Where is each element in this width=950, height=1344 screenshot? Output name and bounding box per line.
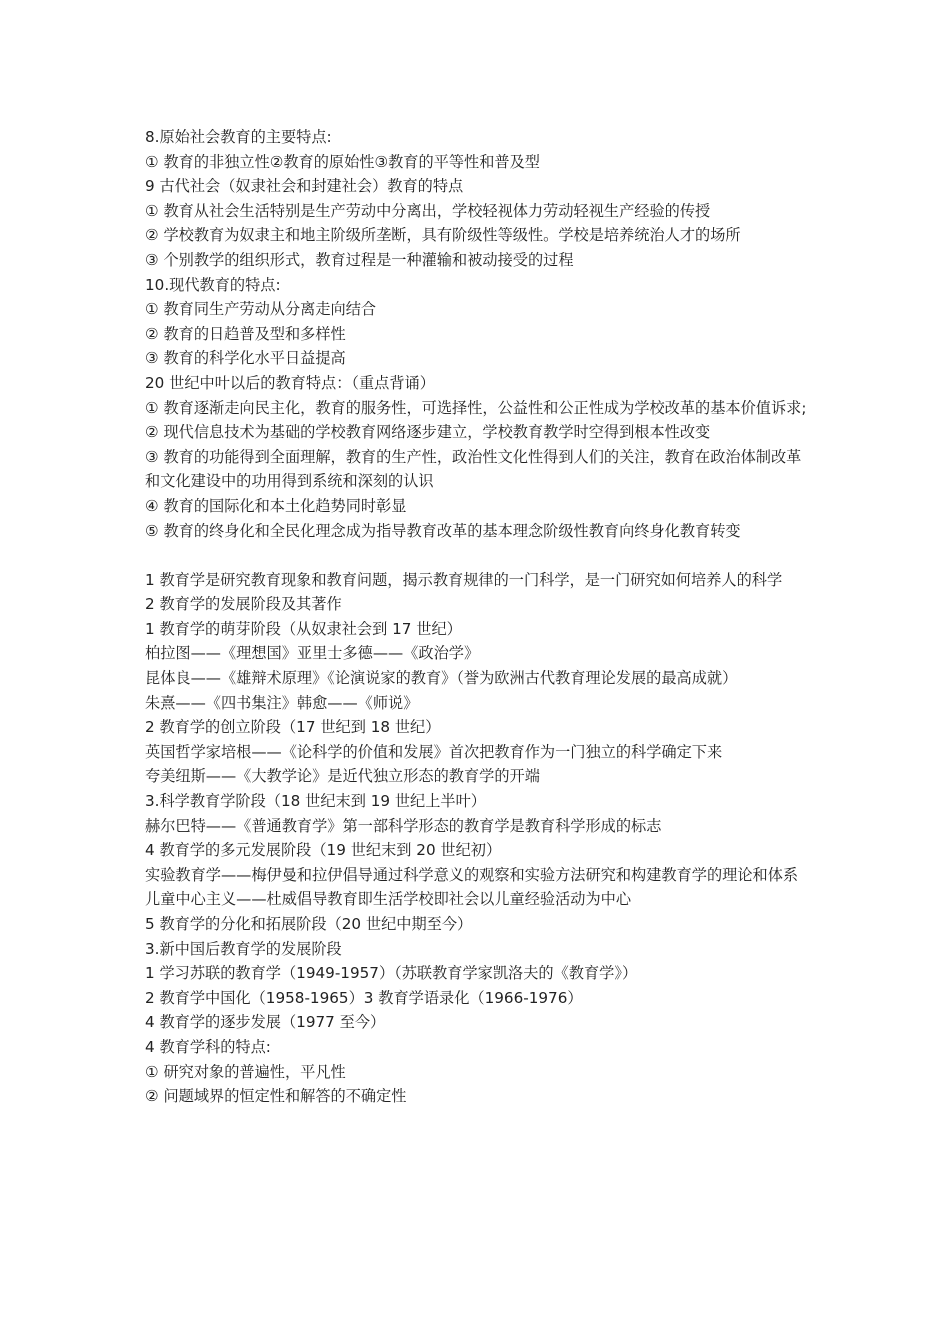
text-line: ① 教育同生产劳动从分离走向结合	[145, 300, 377, 319]
text-line: ① 教育从社会生活特别是生产劳动中分离出，学校轻视体力劳动轻视生产经验的传授	[145, 201, 711, 220]
definition-paragraph: 1 教育学是研究教育现象和教育问题，揭示教育规律的一门科学，是一门研究如何培养人的科学	[145, 570, 783, 589]
text-line: ③ 个别教学的组织形式，教育过程是一种灌输和被动接受的过程	[145, 250, 574, 269]
text-paragraph: ① 教育逐渐走向民主化，教育的服务性，可选择性，公益性和公正性成为学校改革的基本价值诉求;	[145, 398, 807, 417]
text-line: 4 教育学的逐步发展（1977 至今）	[145, 1013, 386, 1032]
text-line: 5 教育学的分化和拓展阶段（20 世纪中期至今）	[145, 915, 473, 933]
text-paragraph: 昆体良——《雄辩术原理》《论演说家的教育》（誉为欧洲古代教育理论发展的最高成就）	[145, 669, 738, 688]
text-line: 1 教育学的萌芽阶段（从奴隶社会到 17 世纪）	[145, 619, 462, 638]
heading-new-china-stages: 3.新中国后教育学的发展阶段	[145, 939, 342, 958]
text-line: 2 教育学中国化（1958-1965）3 教育学语录化（1966-1976）	[145, 988, 583, 1007]
heading-ancient-education: 9 古代社会（奴隶社会和封建社会）教育的特点	[145, 177, 464, 196]
heading-modern-education: 10.现代教育的特点:	[145, 275, 281, 294]
text-line: 柏拉图——《理想国》亚里士多德——《政治学》	[145, 644, 480, 663]
text-line: 1 学习苏联的教育学（1949-1957）（苏联教育学家凯洛夫的《教育学》）	[145, 964, 638, 983]
text-paragraph: 实验教育学——梅伊曼和拉伊倡导通过科学意义的观察和实验方法研究和构建教育学的理论和体系	[145, 865, 799, 884]
text-line: ① 教育的非独立性②教育的原始性③教育的平等性和普及型	[145, 152, 540, 171]
heading-20th-century-education: 20 世纪中叶以后的教育特点：（重点背诵）	[145, 373, 435, 392]
text-line: ② 问题域界的恒定性和解答的不确定性	[145, 1087, 407, 1106]
text-line: 赫尔巴特——《普通教育学》第一部科学形态的教育学是教育科学形成的标志	[145, 816, 662, 835]
paragraph-spacer	[145, 543, 810, 568]
text-line: 儿童中心主义——杜威倡导教育即生活学校即社会以儿童经验活动为中心	[145, 890, 631, 909]
text-line: 朱熹——《四书集注》韩愈——《师说》	[145, 693, 419, 712]
text-line: ② 现代信息技术为基础的学校教育网络逐步建立，学校教育教学时空得到根本性改变	[145, 423, 711, 442]
text-line: 英国哲学家培根——《论科学的价值和发展》首次把教育作为一门独立的科学确定下来	[145, 742, 723, 761]
text-line: ② 教育的日趋普及型和多样性	[145, 324, 346, 343]
text-line: ③ 教育的科学化水平日益提高	[145, 349, 346, 368]
text-line: 3.科学教育学阶段（18 世纪末到 19 世纪上半叶）	[145, 792, 486, 811]
document-body	[145, 125, 810, 1109]
text-line: ⑤ 教育的终身化和全民化理念成为指导教育改革的基本理念阶级性教育向终身化教育转变	[145, 521, 741, 540]
heading-primitive-education: 8.原始社会教育的主要特点:	[145, 128, 332, 146]
heading-development-stages: 2 教育学的发展阶段及其著作	[145, 595, 342, 614]
text-line: ② 学校教育为奴隶主和地主阶级所垄断，具有阶级性等级性。学校是培养统治人才的场所	[145, 226, 741, 245]
text-line: ④ 教育的国际化和本土化趋势同时彰显	[145, 496, 407, 515]
text-line: 4 教育学的多元发展阶段（19 世纪末到 20 世纪初）	[145, 841, 502, 860]
text-line: 夸美纽斯——《大教学论》是近代独立形态的教育学的开端	[145, 767, 540, 786]
text-paragraph: ③ 教育的功能得到全面理解，教育的生产性，政治性文化性得到人们的关注，教育在政治体制改革和文化建设中的功用得到系统和深刻的认识	[145, 447, 802, 491]
text-line: ① 研究对象的普遍性，平凡性	[145, 1062, 346, 1081]
heading-discipline-features: 4 教育学科的特点:	[145, 1037, 271, 1056]
text-line: 2 教育学的创立阶段（17 世纪到 18 世纪）	[145, 718, 441, 737]
